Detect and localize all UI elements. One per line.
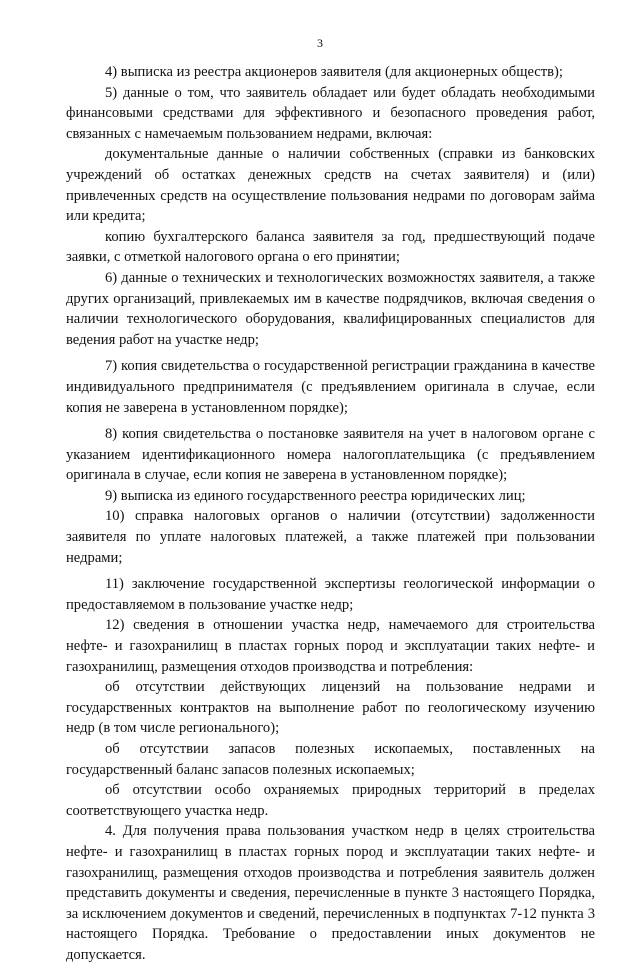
paragraph-item-7: 7) копия свидетельства о государственной регистрации гражданина в качестве индивидуального предпринимателя (с предъявлением оригинала в случае, если копия не заверена в установленном порядке); xyxy=(66,358,595,416)
page-number: 3 xyxy=(317,36,323,50)
document-body xyxy=(66,62,595,966)
paragraph-item-5: 5) данные о том, что заявитель обладает или будет обладать необходимыми финансовыми средствами для эффективного и безопасного проведения работ, связанных с намечаемым пользованием недрами, включая: xyxy=(66,84,595,142)
paragraph-no-protected-areas: об отсутствии особо охраняемых природных территорий в пределах соответствующего участка недр. xyxy=(66,782,595,819)
paragraph-item-9: 9) выписка из единого государственного реестра юридических лиц; xyxy=(105,487,526,504)
paragraph-item-4: 4) выписка из реестра акционеров заявителя (для акционерных обществ); xyxy=(105,64,563,80)
paragraph-item-10: 10) справка налоговых органов о наличии (отсутствии) задолженности заявителя по уплате налоговых платежей, а также платежей при пользовании недрами; xyxy=(66,508,595,566)
paragraph-item-11: 11) заключение государственной экспертизы геологической информации о предоставляемом в пользование участке недр; xyxy=(66,576,595,613)
paragraph-item-12: 12) сведения в отношении участка недр, намечаемого для строительства нефте- и газохранилищ в пластах горных пород и эксплуатации таких нефте- и газохранилищ, размещения отходов производства и потребления: xyxy=(66,617,595,675)
paragraph-no-licenses: об отсутствии действующих лицензий на пользование недрами и государственных контрактов на выполнение работ по геологическому изучению недр (в том числе регионального); xyxy=(66,679,595,737)
paragraph-balance-sheet: копию бухгалтерского баланса заявителя за год, предшествующий подаче заявки, с отметкой налогового органа о его принятии; xyxy=(66,228,595,266)
paragraph-item-8: 8) копия свидетельства о постановке заявителя на учет в налоговом органе с указанием идентификационного номера налогоплательщика (с предъявлением оригинала в случае, если копия не заверена в установленном порядке); xyxy=(66,426,595,484)
paragraph-financial-documents: документальные данные о наличии собственных (справки из банковских учреждений об остатках денежных средств на счетах заявителя) и (или) привлеченных средств на осуществление пользования недрами по договорам займа или кредита; xyxy=(66,146,595,225)
paragraph-no-reserves: об отсутствии запасов полезных ископаемых, поставленных на государственный баланс запасов полезных ископаемых; xyxy=(66,741,595,778)
paragraph-section-4: 4. Для получения права пользования участком недр в целях строительства нефте- и газохранилищ в пластах горных пород и эксплуатации таких нефте- и газохранилищ, размещения отходов производства и потребления заявитель должен представить документы и сведения, перечисленные в пункте 3 настоящего Порядка, за исключением документов и сведений, перечисленных в подпунктах 7-12 пункта 3 настоящего Порядка. Требование о предоставлении иных документов не допускается. xyxy=(66,823,595,963)
paragraph-item-6: 6) данные о технических и технологических возможностях заявителя, а также других организаций, привлекаемых им в качестве подрядчиков, включая сведения о наличии технологического оборудования, квалифицированных специалистов для ведения работ на участке недр; xyxy=(66,269,595,348)
